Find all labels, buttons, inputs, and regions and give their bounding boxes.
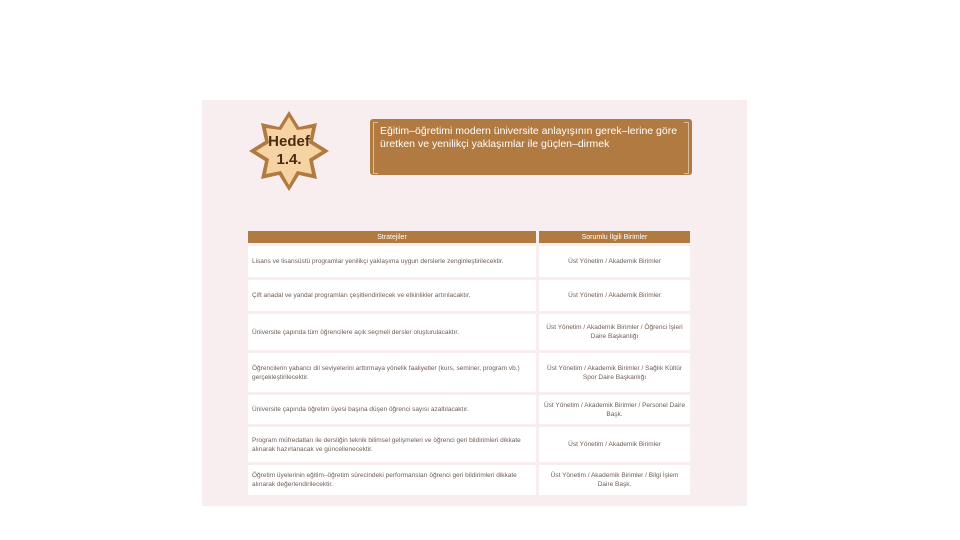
strategy-cell: Üniversite çapında öğretim üyesi başına düşen öğrenci sayısı azaltılacaktır. [248, 395, 536, 424]
unit-cell: Üst Yönetim / Akademik Birimler [539, 280, 690, 311]
table-row [248, 465, 690, 495]
badge-number: 1.4. [276, 151, 302, 168]
table-row [248, 395, 690, 424]
badge-label: Hedef [268, 133, 310, 150]
header-units: Sorumlu İlgili Birimler [539, 231, 690, 243]
unit-cell: Üst Yönetim / Akademik Birimler / Öğrenci İşleri Daire Başkanlığı [539, 314, 690, 350]
unit-cell: Üst Yönetim / Akademik Birimler [539, 246, 690, 277]
goal-text: Eğitim–öğretimi modern üniversite anlayışının gerek–lerine göre üretken ve yenilikçi yaklaşımlar ile güçlen–dirmek [380, 125, 678, 150]
unit-cell: Üst Yönetim / Akademik Birimler / Sağlık Kültür Spor Daire Başkanlığı [539, 353, 690, 392]
strategy-cell: Öğrencilerin yabancı dil seviyelerini arttırmaya yönelik faaliyetler (kurs, seminer, program vb.) gerçekleştirilecektir. [248, 353, 536, 392]
table-header-row [248, 231, 690, 243]
header-strategies: Stratejiler [248, 231, 536, 243]
table-row [248, 353, 690, 392]
table-row [248, 246, 690, 277]
strategy-cell: Çift anadal ve yandal programları çeşitlendirilecek ve etkinlikler artırılacaktır. [248, 280, 536, 311]
right-bracket [684, 122, 689, 174]
table-row [248, 314, 690, 350]
table-row [248, 280, 690, 311]
goal-badge [247, 109, 331, 193]
strategy-table [245, 228, 693, 498]
left-bracket [373, 122, 378, 174]
slide-image [202, 100, 747, 506]
strategy-cell: Lisans ve lisansüstü programlar yenilikçi yaklaşıma uygun derslerle zenginleştirilecektir. [248, 246, 536, 277]
unit-cell: Üst Yönetim / Akademik Birimler / Personel Daire Başk. [539, 395, 690, 424]
strategy-cell: Üniversite çapında tüm öğrencilere açık seçmeli dersler oluşturulacaktır. [248, 314, 536, 350]
unit-cell: Üst Yönetim / Akademik Birimler [539, 427, 690, 462]
table-row [248, 427, 690, 462]
unit-cell: Üst Yönetim / Akademik Birimler / Bilgi İşlem Daire Başk. [539, 465, 690, 495]
goal-box [370, 119, 692, 175]
strategy-cell: Öğretim üyelerinin eğitim–öğretim sürecindeki performansları öğrenci geri bildirimleri dikkate alınarak değerlendirilecektir. [248, 465, 536, 495]
strategy-cell: Program müfredatları ile dersliğin teknik bilimsel gelişmeleri ve öğrenci geri bildirimleri dikkate alınarak hazırlanacak ve güncellenecektir. [248, 427, 536, 462]
